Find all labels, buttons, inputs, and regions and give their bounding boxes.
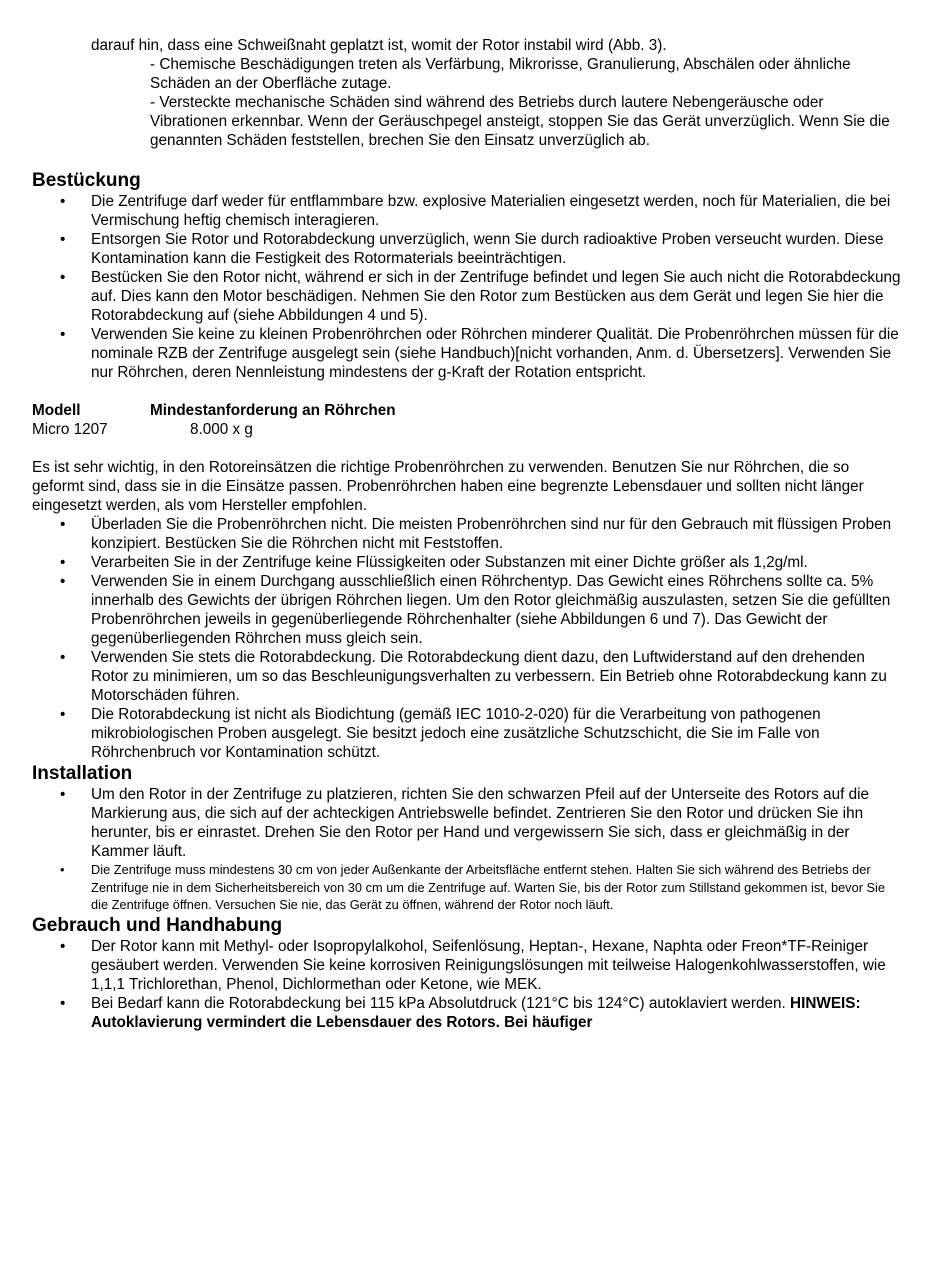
bullet-icon: • (60, 786, 66, 803)
bullet-icon: • (60, 554, 66, 571)
cell-model: Micro 1207 (32, 421, 108, 438)
bullet-icon: • (60, 862, 65, 877)
intro-chemical-damage: - Chemische Beschädigungen treten als Verfärbung, Mikrorisse, Granulierung, Abschälen oder ähnliche Schäden an der Oberfläche zutage. (150, 56, 851, 92)
heading-gebrauch: Gebrauch und Handhabung (32, 914, 283, 936)
list-item: • Verwenden Sie stets die Rotorabdeckung. Die Rotorabdeckung dient dazu, den Luftwiderstand auf den drehenden Rotor zu minimieren, um so das Beschleunigungsverhalten zu verbessern. Ein Betrieb ohne Rotorabdeckung kann zu Motorschäden führen. (60, 649, 887, 704)
cell-requirement: 8.000 x g (190, 421, 253, 438)
bullet-icon: • (60, 937, 66, 955)
model-table (32, 401, 396, 439)
list-item: • Bestücken Sie den Rotor nicht, während er sich in der Zentrifuge befindet und legen Sie auch nicht die Rotorabdeckung auf. Dies kann den Motor beschädigen. Nehmen Sie den Rotor zum Bestücken aus dem Gerät und legen Sie hier die Rotorabdeckung auf (siehe Abbildungen 4 und 5). (60, 269, 901, 324)
bullet-icon: • (60, 326, 66, 343)
bullet-icon: • (60, 649, 66, 666)
bullet-icon: • (60, 994, 66, 1012)
list-item: • Die Zentrifuge muss mindestens 30 cm von jeder Außenkante der Arbeitsfläche entfernt stehen. Halten Sie sich während des Betriebs der Zentrifuge nie in dem Sicherheitsbereich von 30 cm um die Zentrifuge auf. Warten Sie, bis der Rotor zum Stillstand gekommen ist, bevor Sie die Zentrifuge öffnen. Versuchen Sie nie, das Gerät zu öffnen, während der Rotor noch läuft. (60, 862, 886, 912)
heading-installation: Installation (32, 763, 133, 784)
table-header-row (32, 401, 396, 420)
bullet-icon: • (60, 231, 66, 248)
header-model: Modell (32, 402, 81, 419)
intro-mechanical-damage: - Versteckte mechanische Schäden sind während des Betriebs durch lautere Nebengeräusche oder Vibrationen erkennbar. Wenn der Geräuschpegel ansteigt, stoppen Sie das Gerät unverzüglich. Wenn Sie die genannten Schäden feststellen, brechen Sie den Einsatz unverzüglich ab. (150, 94, 890, 149)
list-item: • Verwenden Sie in einem Durchgang ausschließlich einen Röhrchentyp. Das Gewicht eines Röhrchens sollte ca. 5% innerhalb des Gewichts der übrigen Röhrchen liegen. Um den Rotor gleichmäßig auszulasten, setzen Sie die gefüllten Probenröhrchen jeweils in gegenüberliegende Röhrchenhalter (siehe Abbildungen 6 und 7). Das Gewicht der gegenüberliegenden Röhrchen muss gleich sein. (60, 573, 891, 647)
heading-bestueckung: Bestückung (32, 170, 141, 191)
bullet-icon: • (60, 269, 66, 286)
list-item: • Verarbeiten Sie in der Zentrifuge keine Flüssigkeiten oder Substanzen mit einer Dichte größer als 1,2g/ml. (60, 554, 808, 571)
list-item: • Entsorgen Sie Rotor und Rotorabdeckung unverzüglich, wenn Sie durch radioaktive Proben verseucht wurden. Diese Kontamination kann die Festigkeit des Rotormaterials beeinträchtigen. (60, 231, 884, 267)
table-row (32, 420, 396, 439)
bullet-icon: • (60, 193, 66, 210)
installation-list (32, 785, 902, 914)
list-item: • Die Rotorabdeckung ist nicht als Biodichtung (gemäß IEC 1010-2-020) für die Verarbeitung von pathogenen mikrobiologischen Proben ausgelegt. Sie besitzt jedoch eine zusätzliche Schutzschicht, die Sie im Falle von Röhrchenbruch vor Kontamination schützt. (60, 706, 821, 761)
list-item: • Bei Bedarf kann die Rotorabdeckung bei 115 kPa Absolutdruck (121°C bis 124°C) autoklaviert werden. HINWEIS: Autoklavierung vermindert die Lebensdauer des Rotors. Bei häufiger (60, 994, 861, 1031)
list-item: • Der Rotor kann mit Methyl- oder Isopropylalkohol, Seifenlösung, Heptan-, Hexane, Naphta oder Freon*TF-Reiniger gesäubert werden. Verwenden Sie keine korrosiven Reinigungslösungen mit teilweise Halogenkohlwasserstoffen, wie 1,1,1 Trichlorethan, Phenol, Dichlormethan oder Ketone, wie MEK. (60, 937, 886, 993)
tubes-paragraph: Es ist sehr wichtig, in den Rotoreinsätzen die richtige Probenröhrchen zu verwenden. Benutzen Sie nur Röhrchen, die so geformt sind, dass sie in die Einsätze passen. Probenröhrchen haben eine begrenzte Lebensdauer und sollten nicht länger eingesetzt werden, als vom Hersteller empfohlen. (32, 459, 864, 514)
list-item: • Überladen Sie die Probenröhrchen nicht. Die meisten Probenröhrchen sind nur für den Gebrauch mit flüssigen Proben konzipiert. Bestücken Sie die Röhrchen nicht mit Feststoffen. (60, 516, 892, 552)
bullet-icon: • (60, 573, 66, 590)
tubes-list (32, 515, 902, 762)
autoclave-warning: HINWEIS: Autoklavierung vermindert die Lebensdauer des Rotors. Bei häufiger (91, 994, 861, 1031)
list-item: • Verwenden Sie keine zu kleinen Probenröhrchen oder Röhrchen minderer Qualität. Die Probenröhrchen müssen für die nominale RZB der Zentrifuge ausgelegt sein (siehe Handbuch)[nicht vorhanden, Anm. d. Übersetzers]. Verwenden Sie nur Röhrchen, deren Nennleistung mindestens der g-Kraft der Rotation entspricht. (60, 326, 899, 381)
list-item: • Um den Rotor in der Zentrifuge zu platzieren, richten Sie den schwarzen Pfeil auf der Unterseite des Rotors auf die Markierung aus, die sich auf der achteckigen Antriebswelle befindet. Zentrieren Sie den Rotor und drücken Sie ihn herunter, bis er einrastet. Drehen Sie den Rotor per Hand und vergewissern Sie sich, dass er gleichmäßig in der Kammer läuft. (60, 786, 869, 860)
bullet-icon: • (60, 706, 66, 723)
list-item: • Die Zentrifuge darf weder für entflammbare bzw. explosive Materialien eingesetzt werden, noch für Materialien, die bei Vermischung heftig chemisch interagieren. (60, 193, 891, 229)
gebrauch-list (32, 937, 902, 1032)
intro-line: darauf hin, dass eine Schweißnaht geplatzt ist, womit der Rotor instabil wird (Abb. 3). (91, 37, 667, 54)
bullet-icon: • (60, 516, 66, 533)
bestueckung-list (32, 192, 902, 382)
document-page (32, 36, 902, 1032)
header-requirement: Mindestanforderung an Röhrchen (150, 402, 396, 419)
